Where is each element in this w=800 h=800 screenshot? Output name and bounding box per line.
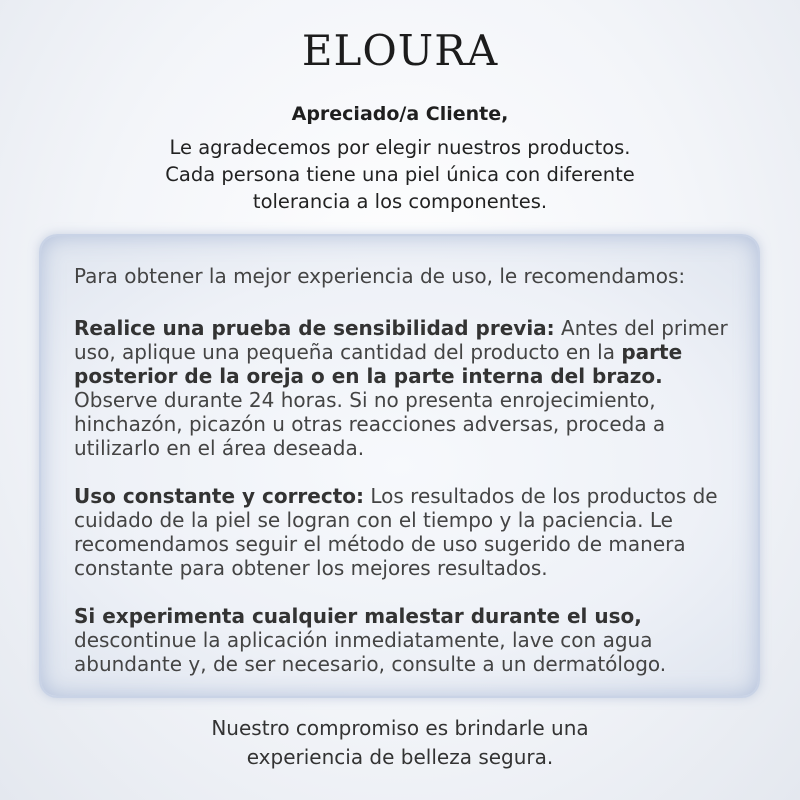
lead-line: Para obtener la mejor experiencia de uso, le recomendamos:: [74, 264, 686, 288]
closing-line: experiencia de belleza segura.: [246, 745, 554, 769]
tip-title: Realice una prueba de sensibilidad previa:: [74, 316, 555, 340]
tip-line: utilizarlo en el área deseada.: [74, 436, 365, 460]
tip-emphasis: parte: [621, 340, 683, 364]
intro-line: Cada persona tiene una piel única con diferente: [165, 163, 635, 186]
tip-sensitivity-test: [74, 316, 744, 460]
salutation: Apreciado/a Cliente,: [291, 103, 509, 125]
tip-line: abundante y, de ser necesario, consulte a un dermatólogo.: [74, 652, 667, 676]
tip-line: constante para obtener los mejores resultados.: [74, 556, 548, 580]
tip-line: [74, 340, 744, 364]
tip-title: Uso constante y correcto:: [74, 484, 365, 508]
tip-text: Antes del primer: [554, 316, 728, 340]
tip-line: cuidado de la piel se logran con el tiempo y la paciencia. Le: [74, 508, 673, 532]
tip-constant-use: [74, 484, 744, 580]
tip-emphasis: posterior de la oreja o en la parte interna del brazo.: [74, 364, 663, 388]
tip-line: [74, 316, 744, 340]
tip-title: Si experimenta cualquier malestar durante el uso,: [74, 604, 642, 628]
recommendations-lead: [74, 264, 744, 288]
tip-line: hinchazón, picazón u otras reacciones adversas, proceda a: [74, 412, 666, 436]
intro-text: [120, 134, 680, 215]
tip-line: recomendamos seguir el método de uso sugerido de manera: [74, 532, 686, 556]
tip-line: [74, 364, 744, 388]
closing-line: Nuestro compromiso es brindarle una: [211, 716, 589, 740]
tip-text: Los resultados de los productos de: [364, 484, 718, 508]
tip-line: descontinue la aplicación inmediatamente, lave con agua: [74, 628, 653, 652]
tip-line: [74, 484, 744, 508]
tip-discomfort: [74, 604, 744, 676]
tip-text: uso, aplique una pequeña cantidad del producto en la: [74, 340, 622, 364]
intro-line: tolerancia a los componentes.: [252, 190, 548, 213]
tip-line: Observe durante 24 horas. Si no presenta enrojecimiento,: [74, 388, 656, 412]
brand-logo: ELOURA: [301, 26, 499, 75]
tip-line: [74, 604, 744, 628]
recommendations-card: [39, 234, 760, 698]
recommendations-text: [74, 264, 744, 676]
intro-line: Le agradecemos por elegir nuestros productos.: [169, 136, 631, 159]
closing-text: [100, 714, 700, 772]
